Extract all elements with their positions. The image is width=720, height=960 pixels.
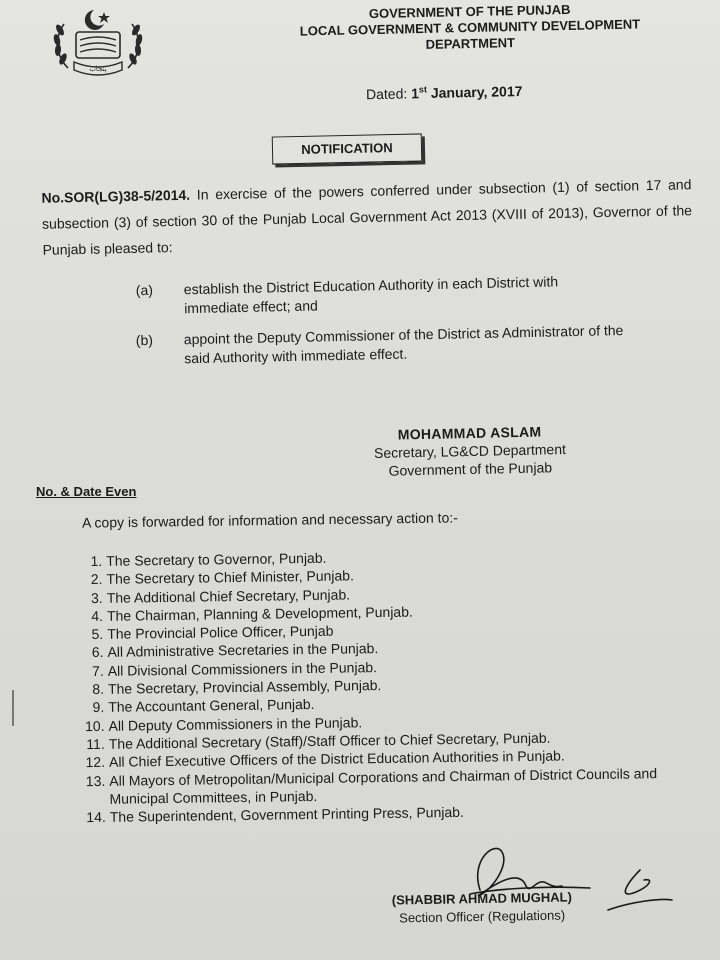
date-rest: January, 2017 — [430, 83, 523, 101]
list-item-text: The Accountant General, Punjab. — [108, 696, 315, 716]
date-label: Dated: — [365, 85, 408, 103]
list-item-number: 13. — [85, 772, 106, 789]
list-item-text: All Divisional Commissioners in the Punjab. — [107, 658, 378, 679]
emblem-text: پنجاب — [89, 65, 107, 73]
copy-forward-line: A copy is forwarded for information and necessary action to:- — [81, 509, 458, 531]
date-line — [366, 82, 523, 102]
notification-body — [41, 171, 692, 263]
section-officer-block — [392, 888, 573, 927]
clause-text: establish the District Education Authority in each District with immediate effect; and — [183, 273, 559, 317]
distribution-list — [70, 544, 694, 827]
list-item-text: The Chairman, Planning & Development, Punjab. — [106, 603, 413, 624]
list-item-number: 2. — [90, 571, 103, 588]
list-item-number: 6. — [91, 644, 104, 661]
section-officer-name: (SHABBIR AHMAD MUGHAL) — [391, 889, 573, 908]
reference-number: No.SOR(LG)38-5/2014. — [41, 186, 191, 206]
list-item-text: The Additional Secretary (Staff)/Staff Officer to Chief Secretary, Punjab. — [108, 729, 551, 752]
margin-mark — [12, 690, 14, 726]
list-item-text: The Secretary to Chief Minister, Punjab. — [106, 567, 355, 588]
list-item-number: 12. — [85, 754, 106, 771]
signatory-title: Secretary, LG&CD Department — [373, 440, 567, 462]
list-item-text: All Chief Executive Officers of the District Education Authorities in Punjab. — [108, 747, 565, 771]
clause-tag: (a) — [135, 281, 154, 299]
list-item-text: The Provincial Police Officer, Punjab — [107, 622, 334, 643]
list-item-text: All Administrative Secretaries in the Punjab. — [107, 640, 379, 661]
list-item-text: The Secretary to Governor, Punjab. — [106, 549, 327, 569]
list-item-text: The Secretary, Provincial Assembly, Punjab. — [107, 677, 382, 697]
list-item-number: 9. — [92, 699, 105, 716]
signatory-block — [373, 422, 566, 480]
list-item-text: All Deputy Commissioners in the Punjab. — [108, 713, 363, 734]
list-item-text: The Superintendent, Government Printing Press, Punjab. — [109, 804, 464, 825]
list-item-text: All Mayors of Metropolitan/Municipal Corporations and Chairman of District Councils and Municipal Committees, in Punjab. — [109, 764, 658, 807]
section-officer-title: Section Officer (Regulations) — [399, 907, 566, 926]
list-item-text: The Additional Chief Secretary, Punjab. — [106, 586, 351, 606]
list-item-number: 8. — [92, 680, 105, 698]
clause-text: appoint the Deputy Commissioner of the District as Administrator of the said Authority with immediate effect. — [183, 322, 624, 367]
header-line-2: LOCAL GOVERNMENT & COMMUNITY DEVELOPMENT — [299, 16, 641, 39]
clause-a — [136, 271, 637, 321]
no-and-date-heading: No. & Date Even — [36, 484, 137, 499]
clause-b — [136, 321, 637, 371]
list-item-number: 3. — [90, 589, 103, 606]
list-item-number: 5. — [91, 626, 104, 643]
list-item-number: 14. — [86, 809, 106, 826]
clause-tag: (b) — [135, 331, 154, 349]
punjab-government-emblem-icon — [38, 6, 158, 81]
notification-title: NOTIFICATION — [272, 133, 423, 164]
date-day: 1 — [410, 85, 420, 102]
list-item-number: 7. — [91, 662, 104, 679]
list-item-number: 10. — [84, 717, 105, 734]
body-text: In exercise of the powers conferred under subsection (1) of section 17 and subsection (3) of section 30 of the Punjab Local Government Act 2013 (XVIII of 2013), Governor of the Punjab is pleased to: — [41, 176, 693, 258]
header-line-3: DEPARTMENT — [425, 35, 516, 52]
signatory-org: Government of the Punjab — [388, 459, 553, 479]
header-line-1: GOVERNMENT OF THE PUNJAB — [368, 1, 571, 22]
list-item-number: 1. — [90, 552, 103, 570]
letterhead — [290, 0, 651, 56]
date-suffix: st — [418, 84, 427, 95]
list-item-number: 4. — [91, 607, 104, 624]
signatory-name: MOHAMMAD ASLAM — [397, 423, 542, 443]
list-item-number: 11. — [86, 735, 105, 753]
